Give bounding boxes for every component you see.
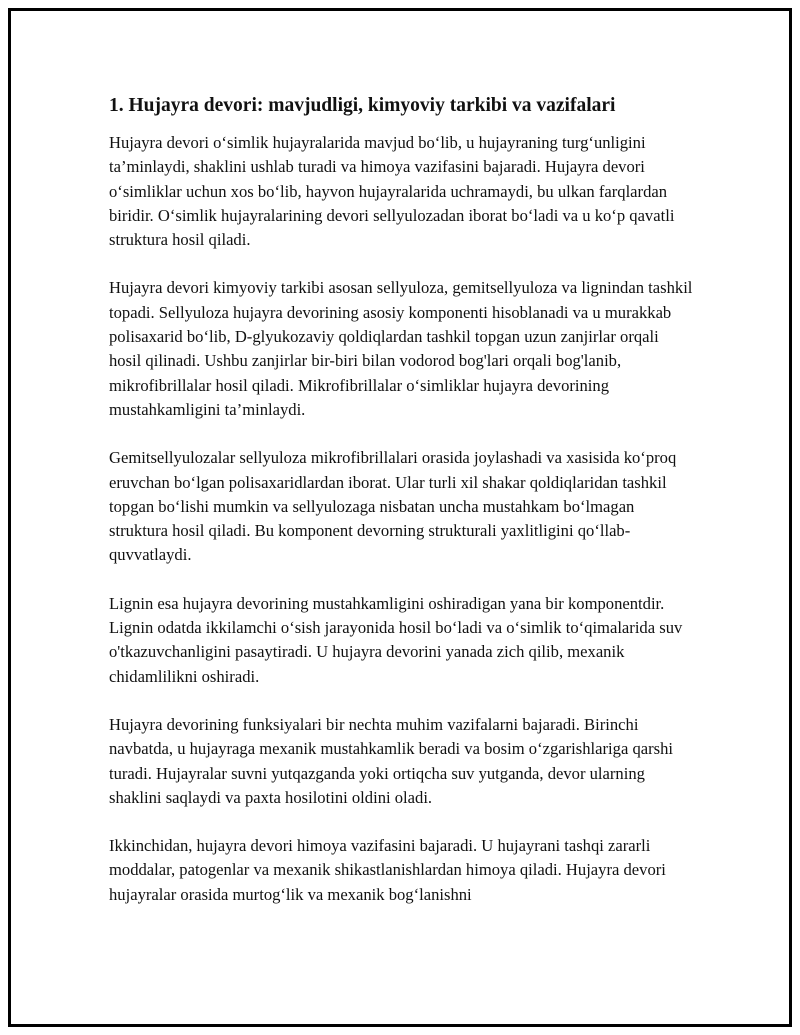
paragraph-6: Ikkinchidan, hujayra devori himoya vazifasini bajaradi. U hujayrani tashqi zararli moddalar, patogenlar va mexanik shikastlanishlardan himoya qiladi. Hujayra devori hujayralar orasida murtog‘lik va mexanik bog‘lanishni bbox=[109, 836, 666, 904]
paragraph-3: Gemitsellyulozalar sellyuloza mikrofibrillalari orasida joylashadi va xasisida ko‘proq eruvchan bo‘lgan polisaxaridlardan iborat. Ular turli xil shakar qoldiqlaridan tashkil topgan bo‘lishi mumkin va sellyulozaga nisbatan uncha mustahkam bo‘lmagan struktura hosil qiladi. Bu komponent devorning strukturali yaxlitligini qo‘llab-quvvatlaydi. bbox=[109, 448, 677, 565]
paragraph-1: Hujayra devori o‘simlik hujayralarida mavjud bo‘lib, u hujayraning turg‘unligini ta’minlaydi, shaklini ushlab turadi va himoya vazifasini bajaradi. Hujayra devori o‘simliklar uchun xos bo‘lib, hayvon hujayralarida uchramaydi, bu ulkan farqlardan biridir. O‘simlik hujayralarining devori sellyulozadan iborat bo‘ladi va u ko‘p qavatli struktura hosil qiladi. bbox=[109, 133, 675, 250]
section-heading: 1. Hujayra devori: mavjudligi, kimyoviy tarkibi va vazifalari bbox=[109, 95, 616, 116]
paragraph-5: Hujayra devorining funksiyalari bir nechta muhim vazifalarni bajaradi. Birinchi navbatda, u hujayraga mexanik mustahkamlik beradi va bosim o‘zgarishlariga qarshi turadi. Hujayralar suvni yutqazganda yoki ortiqcha suv yutganda, devor ularning shaklini saqlaydi va paxta hosilotini oldini oladi. bbox=[109, 714, 674, 807]
paragraph-2: Hujayra devori kimyoviy tarkibi asosan sellyuloza, gemitsellyuloza va lignindan tashkil topadi. Sellyuloza hujayra devorining asosiy komponenti hisoblanadi va u murakkab polisaxarid bo‘lib, D-glyukozaviy qoldiqlardan tashkil topgan uzun zanjirlar orqali hosil qilinadi. Ushbu zanjirlar bir-biri bilan vodorod bog'lari orqali bog'lanib, mikrofibrillalar hosil qiladi. Mikrofibrillalar o‘simliklar hujayra devorining mustahkamligini ta’minlaydi. bbox=[109, 278, 693, 419]
document-body bbox=[109, 92, 694, 907]
paragraph-4: Lignin esa hujayra devorining mustahkamligini oshiradigan yana bir komponentdir. Lignin odatda ikkilamchi o‘sish jarayonida hosil bo‘ladi va o‘simlik to‘qimalarida suv o'tkazuvchanligini pasaytiradi. U hujayra devorini yanada zich qilib, mexanik chidamlilikni oshiradi. bbox=[109, 593, 683, 686]
